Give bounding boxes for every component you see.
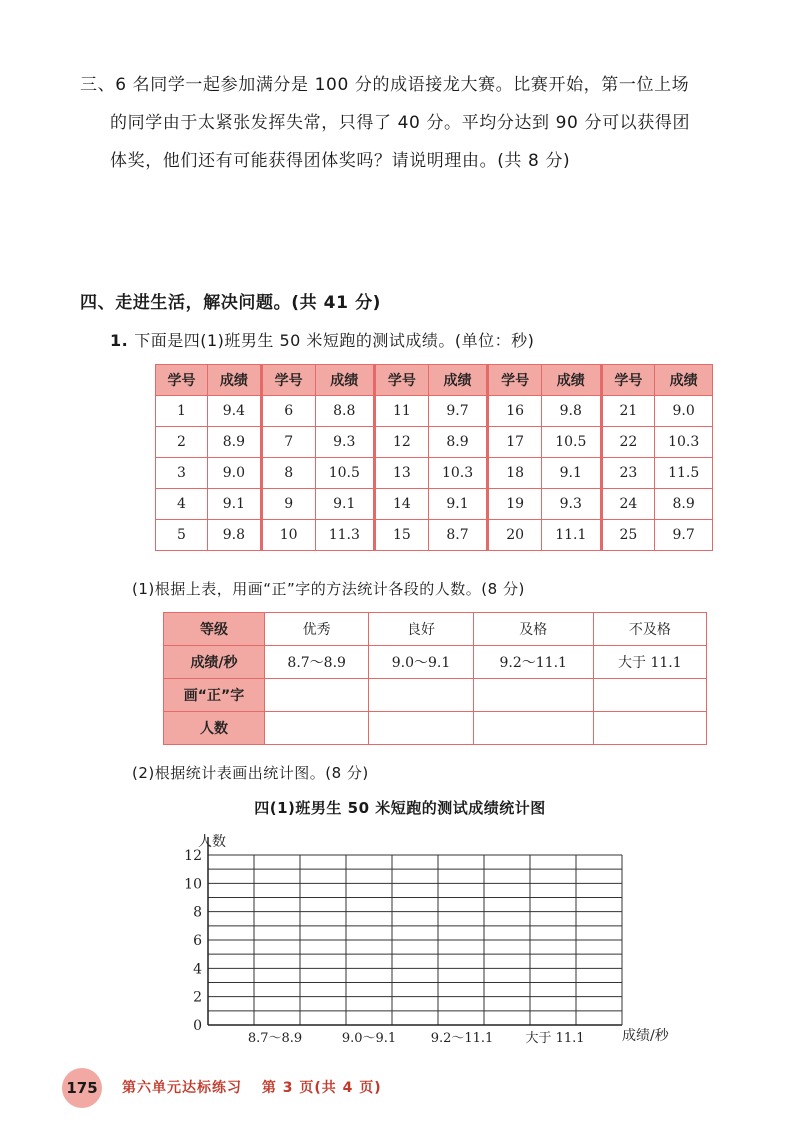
col-header: 成绩 [315,365,374,396]
score: 9.0 [655,396,713,427]
grid-lines [208,855,622,1025]
score: 9.8 [207,520,261,551]
page-number-badge: 175 [62,1068,102,1108]
grade-row-range [164,646,707,679]
y-tick-label: 10 [184,876,202,893]
grade-level: 良好 [369,613,473,646]
student-id: 19 [488,489,542,520]
question-1-number: 1. [110,331,129,350]
student-id: 10 [261,520,315,551]
sub-question-1: (1)根据上表，用画“正”字的方法统计各段的人数。(8 分) [132,580,525,598]
student-id: 8 [261,458,315,489]
student-id: 7 [261,427,315,458]
col-header: 成绩 [207,365,261,396]
score: 10.3 [428,458,487,489]
count-cell[interactable] [593,712,706,745]
count-cell[interactable] [473,712,593,745]
score: 9.1 [542,458,601,489]
score: 8.8 [315,396,374,427]
x-tick-label: 8.7～8.9 [247,1031,303,1046]
score: 9.4 [207,396,261,427]
score: 9.7 [428,396,487,427]
grade-row-count [164,712,707,745]
student-id: 16 [488,396,542,427]
y-axis-label: 人数 [198,834,226,850]
table-row [156,489,713,520]
grade-range: 大于 11.1 [593,646,706,679]
y-tick-label: 8 [193,904,202,921]
score: 11.3 [315,520,374,551]
student-id: 4 [156,489,208,520]
grade-level: 优秀 [265,613,369,646]
col-header: 成绩 [542,365,601,396]
score: 9.1 [315,489,374,520]
chart-title: 四(1)班男生 50 米短跑的测试成绩统计图 [254,799,546,817]
count-cell[interactable] [265,712,369,745]
col-header: 学号 [261,365,315,396]
score: 10.5 [315,458,374,489]
student-id: 17 [488,427,542,458]
student-id: 25 [601,520,655,551]
grade-level: 及格 [473,613,593,646]
grade-row-level [164,613,707,646]
student-id: 22 [601,427,655,458]
y-tick-label: 6 [193,933,202,949]
table-row [156,396,713,427]
score: 8.9 [655,489,713,520]
student-id: 1 [156,396,208,427]
question-1 [110,328,534,351]
question-1-text: 下面是四(1)班男生 50 米短跑的测试成绩。(单位：秒) [134,331,535,350]
student-id: 2 [156,427,208,458]
score-table-header-row [156,365,713,396]
student-id: 6 [261,396,315,427]
footer-unit: 第六单元达标练习 [122,1080,242,1096]
problem-3-line-3: 体奖，他们还有可能获得团体奖吗？请说明理由。(共 8 分) [110,151,571,171]
tally-cell[interactable] [369,679,473,712]
score: 10.3 [655,427,713,458]
table-row [156,427,713,458]
col-header: 学号 [601,365,655,396]
col-header: 学号 [156,365,208,396]
grade-level: 不及格 [593,613,706,646]
grade-range: 8.7～8.9 [265,646,369,679]
student-id: 15 [375,520,429,551]
student-id: 24 [601,489,655,520]
x-axis-label: 成绩/秒 [622,1028,669,1044]
x-tick-label: 大于 11.1 [525,1031,585,1046]
footer-page-info: 第 3 页(共 4 页) [261,1080,382,1096]
x-tick-label: 9.0～9.1 [341,1031,397,1046]
score: 9.3 [315,427,374,458]
problem-3-line-2: 的同学由于太紧张发挥失常，只得了 40 分。平均分达到 90 分可以获得团 [110,113,691,133]
sub-question-2: (2)根据统计表画出统计图。(8 分) [132,764,369,782]
student-id: 5 [156,520,208,551]
row-header: 画“正”字 [164,679,265,712]
score: 9.1 [428,489,487,520]
col-header: 学号 [488,365,542,396]
table-row [156,458,713,489]
footer [122,1077,396,1097]
student-id: 13 [375,458,429,489]
tally-cell[interactable] [265,679,369,712]
count-cell[interactable] [369,712,473,745]
score: 9.0 [207,458,261,489]
y-tick-label: 2 [193,989,202,1006]
score: 9.8 [542,396,601,427]
x-tick-label: 9.2～11.1 [430,1031,494,1046]
grade-table [163,612,707,745]
col-header: 成绩 [428,365,487,396]
score: 9.7 [655,520,713,551]
score: 8.9 [428,427,487,458]
y-tick-label: 4 [193,961,202,978]
grade-row-tally [164,679,707,712]
student-id: 11 [375,396,429,427]
student-id: 21 [601,396,655,427]
tally-cell[interactable] [473,679,593,712]
student-id: 20 [488,520,542,551]
score: 11.1 [542,520,601,551]
y-tick-label: 12 [184,848,202,864]
score: 9.3 [542,489,601,520]
row-header: 成绩/秒 [164,646,265,679]
grade-range: 9.0～9.1 [369,646,473,679]
score: 9.1 [207,489,261,520]
score: 10.5 [542,427,601,458]
y-tick-label: 0 [193,1018,202,1034]
student-id: 3 [156,458,208,489]
col-header: 成绩 [655,365,713,396]
x-tick-labels [248,1030,585,1046]
grade-range: 9.2～11.1 [473,646,593,679]
student-id: 18 [488,458,542,489]
row-header: 人数 [164,712,265,745]
score: 8.7 [428,520,487,551]
tally-cell[interactable] [593,679,706,712]
bar-chart-grid[interactable] [0,820,800,1060]
student-id: 9 [261,489,315,520]
row-header: 等级 [164,613,265,646]
student-id: 23 [601,458,655,489]
score-table [155,364,713,551]
col-header: 学号 [375,365,429,396]
section-4-title: 四、走进生活，解决问题。(共 41 分) [80,293,382,313]
problem-3-line-1: 三、6 名同学一起参加满分是 100 分的成语接龙大赛。比赛开始，第一位上场 [80,75,690,95]
student-id: 12 [375,427,429,458]
score: 11.5 [655,458,713,489]
student-id: 14 [375,489,429,520]
problem-3 [80,66,760,180]
table-row [156,520,713,551]
y-tick-labels [184,848,202,1034]
score: 8.9 [207,427,261,458]
